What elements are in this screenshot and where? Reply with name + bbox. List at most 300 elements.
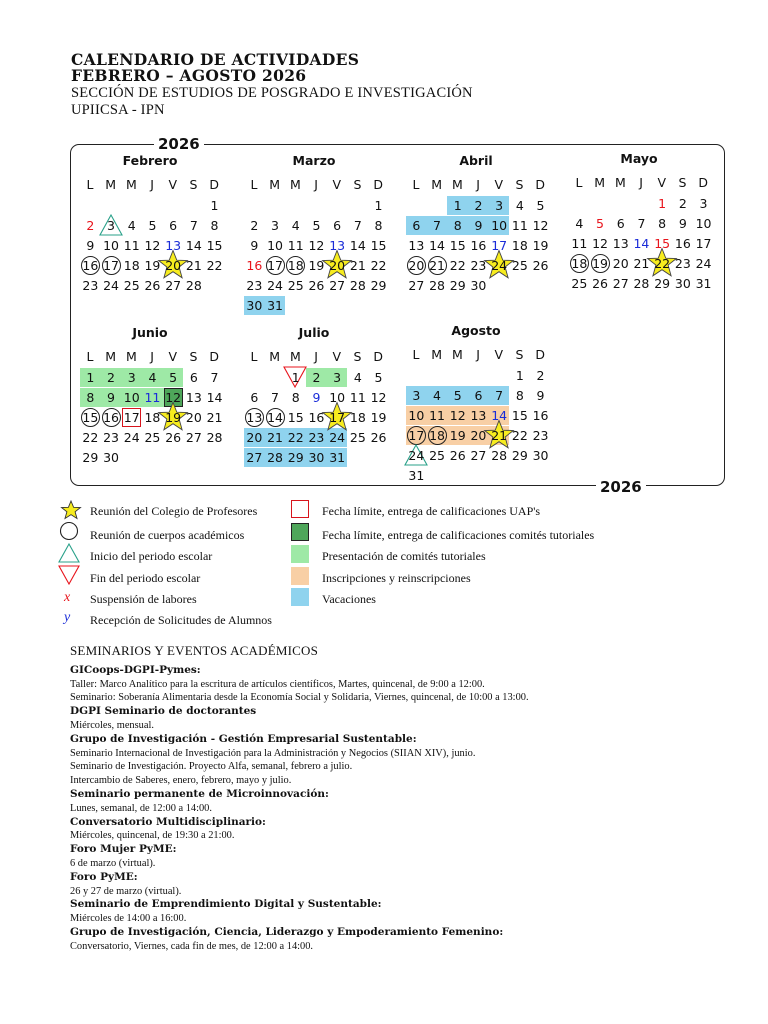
calendar-day: 13 (468, 406, 489, 425)
subtitle-line-2: UPIICSA - IPN (71, 102, 165, 118)
seminar-item (70, 705, 730, 719)
weekday-label: D (373, 177, 383, 192)
calendar-day: 10 (489, 216, 510, 235)
calendar-day: 30 (470, 277, 487, 293)
circle-icon (58, 521, 80, 541)
weekday-label: S (189, 177, 198, 192)
calendar-day: 16 (470, 237, 487, 253)
calendar-day: 7 (189, 217, 198, 233)
calendar-day: 15 (449, 237, 466, 253)
calendar-day: 7 (427, 216, 448, 235)
calendar-day: 8 (374, 217, 383, 233)
calendar-day: 28 (185, 277, 202, 293)
seminar-detail: Seminario: Soberanía Alimentaria desde la Economía Social y Solidaria, Viernes, quincenal, de 10:00 a 13:00. (70, 692, 529, 704)
weekday-label: M (451, 177, 463, 192)
calendar-day: 23 (470, 257, 487, 273)
month-name: Julio (298, 325, 330, 340)
calendar-day: 17 (267, 257, 283, 273)
calendar-day: 31 (408, 467, 425, 483)
weekday-label: M (431, 347, 443, 362)
calendar-day: 20 (244, 428, 265, 447)
green-square-icon (291, 523, 309, 541)
red-square-icon (291, 500, 309, 518)
seminar-detail: 6 de marzo (virtual). (70, 857, 156, 869)
calendar-day: 10 (406, 406, 427, 425)
calendar-day: 22 (82, 429, 99, 445)
weekday-label: V (332, 177, 342, 192)
year-label-top: 2026 (154, 135, 204, 153)
calendar-day: 15 (511, 407, 528, 423)
weekday-label: V (494, 177, 504, 192)
weekday-label: M (125, 349, 137, 364)
legend-blue-text: Vacaciones (322, 592, 376, 606)
calendar-day: 13 (329, 237, 346, 253)
year-label-bottom: 2026 (596, 478, 646, 496)
calendar-day: 5 (374, 370, 383, 385)
weekday-label: V (168, 349, 178, 364)
seminar-detail: Miércoles, mensual. (70, 719, 154, 731)
weekday-label: L (412, 177, 420, 192)
seminar-item (70, 898, 730, 912)
calendar-day: 18 (511, 237, 528, 253)
calendar-day: 20 (163, 256, 184, 275)
weekday-label: S (678, 175, 687, 190)
calendar-day: 13 (165, 237, 182, 253)
calendar-day: 12 (144, 237, 161, 253)
calendar-day: 30 (306, 448, 327, 467)
calendar-day: 14 (349, 237, 366, 253)
title-line-1: CALENDARIO DE ACTIVIDADES (71, 50, 360, 69)
seminar-heading: DGPI Seminario de doctorantes (70, 705, 257, 718)
weekday-label: M (105, 177, 117, 192)
calendar-day: 21 (429, 257, 445, 273)
weekday-label: V (332, 349, 342, 364)
calendar-day: 16 (674, 235, 691, 251)
calendar-day: 19 (370, 409, 387, 425)
calendar-day: 17 (491, 237, 508, 253)
calendar-day: 8 (515, 387, 524, 403)
calendar-day: 4 (427, 386, 448, 405)
calendar-day: 1 (210, 198, 219, 213)
seminar-detail: Lunes, semanal, de 12:00 a 14:00. (70, 802, 212, 814)
weekday-label: D (535, 347, 545, 362)
calendar-day: 29 (654, 275, 671, 291)
calendar-day: 24 (123, 429, 140, 445)
calendar-day: 19 (163, 408, 184, 427)
calendar-day: 25 (123, 277, 140, 293)
calendar-day: 3 (327, 368, 348, 387)
seminar-heading: Seminario permanente de Microinnovación: (70, 787, 329, 800)
calendar-day: 6 (169, 217, 178, 233)
weekday-label: S (515, 177, 524, 192)
seminar-item (70, 788, 730, 802)
calendar-day: 2 (678, 196, 687, 211)
calendar-day: 4 (142, 368, 163, 387)
calendar-day: 29 (285, 448, 306, 467)
calendar-day: 2 (101, 368, 122, 387)
seminars-section (70, 644, 730, 954)
weekday-label: D (209, 177, 219, 192)
calendar-day: 8 (447, 216, 468, 235)
calendar-day: 13 (185, 389, 202, 405)
calendar-day: 27 (165, 277, 182, 293)
green-swatch (291, 545, 309, 563)
seminar-item (70, 926, 730, 940)
weekday-label: M (594, 175, 606, 190)
calendar-day: 12 (308, 237, 325, 253)
legend-circle-text: Reunión de cuerpos académicos (90, 528, 245, 542)
calendar-day: 26 (592, 275, 608, 291)
calendar-day: 26 (308, 277, 325, 293)
calendar-day: 10 (103, 237, 119, 253)
seminar-item (70, 871, 730, 885)
calendar-day: 11 (349, 389, 366, 405)
seminar-item (70, 816, 730, 830)
seminar-item (70, 733, 730, 747)
month-name: Junio (132, 325, 168, 340)
calendar-day: 11 (142, 388, 163, 407)
calendar-day: 16 (532, 407, 549, 423)
weekday-label: M (289, 349, 301, 364)
calendar-day: 29 (370, 277, 387, 293)
calendar-day: 15 (654, 235, 671, 251)
calendar-day: 18 (144, 409, 161, 425)
calendar-day: 9 (678, 215, 687, 231)
weekday-label: V (168, 177, 178, 192)
calendar-day: 1 (80, 368, 101, 387)
calendar-day: 18 (349, 409, 366, 425)
seminar-detail: 26 y 27 de marzo (virtual). (70, 885, 182, 897)
month-name: Marzo (292, 153, 336, 168)
calendar-day: 13 (246, 409, 263, 425)
calendar-day: 1 (515, 368, 524, 383)
weekday-label: M (269, 177, 281, 192)
calendar-day: 18 (287, 257, 304, 273)
calendar-day: 22 (206, 257, 223, 273)
calendar-day: 19 (447, 426, 468, 445)
month-name: Abril (459, 153, 493, 168)
calendar-day: 7 (353, 217, 362, 233)
calendar-day: 2 (536, 368, 545, 383)
calendar-day: 26 (449, 447, 466, 463)
seminar-heading: Conversatorio Multidisciplinario: (70, 815, 266, 828)
weekday-label: J (150, 349, 154, 364)
seminar-detail: Conversatorio, Viernes, cada fin de mes, de 12:00 a 14:00. (70, 940, 314, 952)
calendar-day: 1 (447, 196, 468, 215)
month-name: Mayo (620, 151, 658, 166)
seminar-detail: Miércoles de 14:00 a 16:00. (70, 913, 187, 925)
calendar-day: 27 (329, 277, 346, 293)
orange-swatch (291, 567, 309, 585)
legend-red-square-text: Fecha límite, entrega de calificaciones UAP's (322, 504, 541, 518)
calendar-day: 19 (592, 255, 608, 271)
calendar-day: 23 (306, 428, 327, 447)
calendar-day: 9 (101, 388, 122, 407)
calendar-day: 25 (349, 429, 366, 445)
calendar-day: 14 (489, 406, 510, 425)
calendar-day: 22 (511, 427, 528, 443)
calendar-day: 12 (163, 388, 184, 407)
calendar-day: 20 (612, 255, 629, 271)
calendar-day: 14 (267, 409, 283, 425)
calendar-day: 5 (447, 386, 468, 405)
weekday-label: D (535, 177, 545, 192)
calendar-day: 3 (121, 368, 142, 387)
calendar-day: 25 (429, 447, 445, 463)
calendar-day: 25 (511, 257, 528, 273)
calendar-day: 6 (406, 216, 427, 235)
calendar-day: 16 (308, 409, 325, 425)
calendar-day: 5 (148, 217, 157, 233)
calendar-day: 25 (287, 277, 304, 293)
calendar-day: 10 (695, 215, 712, 231)
calendar-day: 1 (285, 368, 306, 387)
calendar-day: 8 (210, 217, 219, 233)
legend-triangle-up-text: Inicio del periodo escolar (90, 549, 213, 563)
calendar-day: 5 (312, 217, 321, 233)
calendar-day: 26 (165, 429, 182, 445)
weekday-label: V (494, 347, 504, 362)
seminar-heading: Foro Mujer PyME: (70, 843, 177, 856)
calendar-day: 7 (271, 389, 279, 405)
weekday-label: M (125, 177, 137, 192)
calendar-day: 6 (333, 217, 342, 233)
calendar-day: 1 (374, 198, 383, 213)
calendar-day: 19 (532, 237, 549, 253)
calendar-day: 7 (489, 386, 510, 405)
calendar-day: 17 (123, 409, 140, 425)
calendar-day: 6 (250, 389, 259, 405)
calendar-day: 27 (185, 429, 202, 445)
calendar-day: 8 (658, 215, 667, 231)
calendar-day: 2 (468, 196, 489, 215)
calendar-day: 6 (616, 215, 625, 231)
calendar-day: 15 (82, 409, 99, 425)
calendar-day: 28 (265, 448, 286, 467)
calendar-day: 13 (612, 235, 629, 251)
subtitle-line-1: SECCIÓN DE ESTUDIOS DE POSGRADO E INVESTIGACIÓN (71, 85, 473, 101)
calendar-day: 18 (571, 255, 588, 271)
calendar-day: 28 (491, 447, 508, 463)
calendar-day: 11 (427, 406, 448, 425)
calendar-day: 24 (695, 255, 712, 271)
seminar-heading: GICoops-DGPI-Pymes: (70, 663, 201, 676)
calendar-day: 29 (511, 447, 528, 463)
calendar-day: 1 (658, 196, 667, 211)
calendar-day: 31 (695, 275, 712, 291)
calendar-day: 30 (674, 275, 691, 291)
seminar-detail: Seminario de Investigación. Proyecto Alfa, semanal, febrero a julio. (70, 761, 353, 773)
calendar-day: 20 (408, 257, 425, 273)
month-name: Febrero (122, 153, 178, 168)
triangle-up-icon (58, 543, 80, 563)
calendar-day: 12 (370, 389, 387, 405)
calendar-day: 3 (101, 216, 122, 235)
calendar-day: 5 (596, 215, 604, 231)
calendar-day: 2 (250, 217, 259, 233)
calendar-day: 27 (408, 277, 425, 293)
legend-star-text: Reunión del Colegio de Profesores (90, 504, 258, 518)
calendar-day: 10 (267, 237, 283, 253)
calendar-day: 20 (185, 409, 202, 425)
calendar-day: 19 (308, 257, 325, 273)
weekday-label: V (657, 175, 667, 190)
calendar-day: 20 (468, 426, 489, 445)
calendar-day: 19 (144, 257, 161, 273)
weekday-label: J (314, 177, 318, 192)
weekday-label: J (639, 175, 643, 190)
calendar-day: 4 (575, 215, 584, 231)
calendar-day: 23 (674, 255, 691, 271)
calendar-day: 23 (103, 429, 119, 445)
calendar-day: 23 (82, 277, 99, 293)
calendar-day: 30 (103, 449, 119, 465)
legend-orange-text: Inscripciones y reinscripciones (322, 571, 471, 585)
calendar-day: 27 (470, 447, 487, 463)
document-header (71, 52, 473, 118)
calendar-day: 12 (592, 235, 608, 251)
calendar-day: 21 (265, 428, 286, 447)
calendar-day: 8 (80, 388, 101, 407)
calendar-day: 11 (571, 235, 588, 251)
x-symbol: x (64, 590, 71, 605)
calendar-day: 23 (532, 427, 549, 443)
calendar-day: 5 (163, 368, 184, 387)
seminar-item (70, 664, 730, 678)
calendar-day: 18 (123, 257, 140, 273)
calendar-day: 10 (121, 388, 142, 407)
calendar-day: 14 (206, 389, 223, 405)
weekday-label: L (86, 177, 94, 192)
calendar-day: 15 (206, 237, 223, 253)
calendar-day: 12 (532, 217, 549, 233)
seminar-item (70, 843, 730, 857)
calendar-day: 22 (449, 257, 466, 273)
weekday-label: D (209, 349, 219, 364)
calendar-day: 7 (210, 370, 219, 385)
seminar-heading: Grupo de Investigación - Gestión Empresarial Sustentable: (70, 732, 417, 745)
calendar-day: 17 (406, 426, 427, 445)
calendar-day: 25 (144, 429, 161, 445)
calendar-day: 3 (489, 196, 510, 215)
weekday-label: L (575, 175, 583, 190)
calendar-day: 9 (468, 216, 489, 235)
seminar-detail: Miércoles, quincenal, de 19:30 a 21:00. (70, 830, 235, 842)
calendar-day: 28 (349, 277, 366, 293)
calendar-day: 24 (489, 256, 510, 275)
blue-swatch (291, 588, 309, 606)
y-symbol: y (64, 610, 71, 625)
calendar-day: 26 (370, 429, 387, 445)
weekday-label: D (698, 175, 708, 190)
calendar-day: 17 (327, 408, 348, 427)
seminar-detail: Taller: Marco Analítico para la escritura de artículos científicos, Martes, quincenal, de 9:00 a 12:00. (70, 678, 485, 690)
calendar-day: 4 (127, 217, 136, 233)
legend-green-square-text: Fecha límite, entrega de calificaciones comités tutoriales (322, 528, 595, 542)
weekday-label: D (373, 349, 383, 364)
calendar-day: 13 (408, 237, 425, 253)
legend-x-text: Suspensión de labores (90, 592, 197, 606)
calendar-day: 20 (327, 256, 348, 275)
calendar-day: 28 (206, 429, 223, 445)
weekday-label: S (353, 177, 362, 192)
weekday-label: L (250, 177, 258, 192)
calendar-day: 9 (536, 387, 545, 403)
calendar-day: 22 (652, 254, 673, 273)
calendar-day: 16 (103, 409, 119, 425)
calendar-day: 29 (82, 449, 99, 465)
seminar-heading: Grupo de Investigación, Ciencia, Liderazgo y Empoderamiento Femenino: (70, 925, 504, 938)
calendar-day: 27 (244, 448, 265, 467)
calendar-day: 27 (612, 275, 629, 291)
calendar-day: 6 (468, 386, 489, 405)
calendar-day: 31 (265, 296, 286, 315)
calendar-day: 11 (123, 237, 140, 253)
calendar-day: 26 (532, 257, 549, 273)
seminar-heading: Seminario de Emprendimiento Digital y Sustentable: (70, 898, 382, 911)
seminars-list (70, 664, 730, 954)
weekday-label: M (289, 177, 301, 192)
calendar-day: 14 (185, 237, 202, 253)
weekday-label: M (614, 175, 626, 190)
calendar-day: 21 (206, 409, 223, 425)
calendar-day: 29 (449, 277, 466, 293)
triangle-down-icon (58, 565, 80, 585)
calendar-day: 12 (447, 406, 468, 425)
calendar-day: 24 (327, 428, 348, 447)
weekday-label: M (431, 177, 443, 192)
calendar-day: 9 (312, 389, 321, 405)
calendar-day: 31 (327, 448, 348, 467)
weekday-label: M (105, 349, 117, 364)
seminar-heading: Foro PyME: (70, 870, 138, 883)
weekday-label: J (314, 349, 318, 364)
calendar-day: 3 (271, 217, 279, 233)
calendar-day: 23 (246, 277, 263, 293)
calendar-day: 17 (103, 257, 119, 273)
calendar-day: 11 (287, 237, 304, 253)
legend-y-text: Recepción de Solicitudes de Alumnos (90, 613, 272, 627)
calendar-day: 9 (250, 237, 259, 253)
legend-green-text: Presentación de comités tutoriales (322, 549, 486, 563)
calendar-day: 6 (189, 370, 198, 385)
calendar-day: 17 (695, 235, 712, 251)
calendar-day: 26 (144, 277, 161, 293)
weekday-label: J (476, 347, 480, 362)
weekday-label: S (189, 349, 198, 364)
weekday-label: M (451, 347, 463, 362)
weekday-label: L (412, 347, 420, 362)
calendar-day: 7 (637, 215, 646, 231)
calendar-day: 4 (291, 217, 300, 233)
legend-triangle-down-text: Fin del periodo escolar (90, 571, 201, 585)
calendar-day: 21 (489, 426, 510, 445)
calendar-day: 3 (406, 386, 427, 405)
title-line-2: FEBRERO – AGOSTO 2026 (71, 66, 307, 85)
calendar-day: 21 (349, 257, 366, 273)
star-icon (60, 500, 82, 520)
calendar-day: 21 (633, 255, 650, 271)
calendar-day: 11 (511, 217, 528, 233)
calendar-day: 25 (571, 275, 588, 291)
calendar-day: 2 (86, 217, 95, 233)
calendar-day: 16 (82, 257, 99, 273)
weekday-label: L (86, 349, 94, 364)
seminars-title: SEMINARIOS Y EVENTOS ACADÉMICOS (70, 643, 319, 658)
calendar-day: 28 (429, 277, 445, 293)
calendar-day: 8 (291, 389, 300, 405)
weekday-label: J (476, 177, 480, 192)
